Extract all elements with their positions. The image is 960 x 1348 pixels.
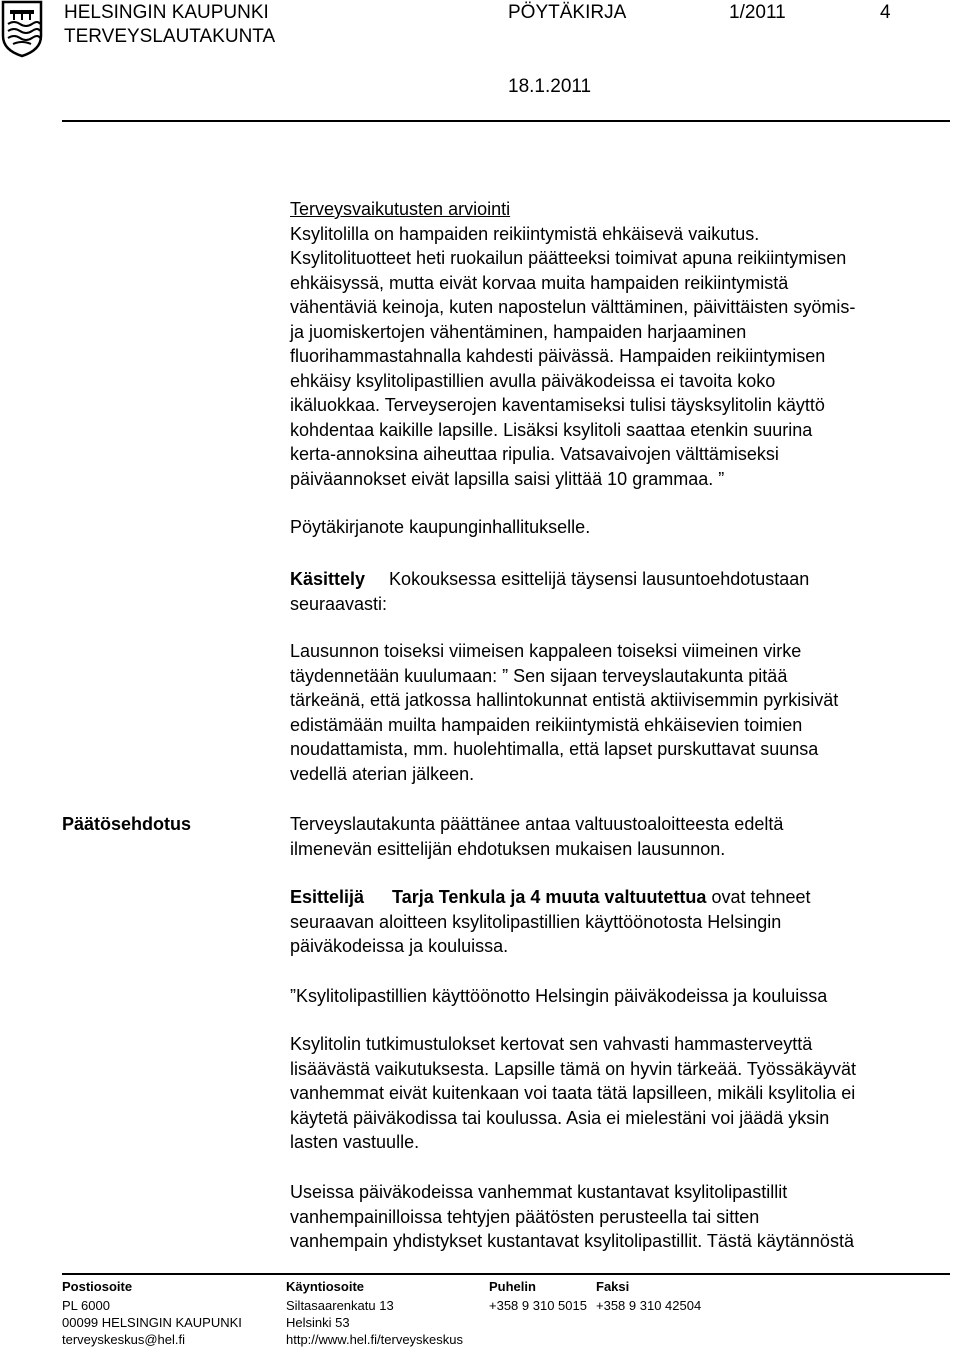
page-number: 4 <box>880 2 891 23</box>
text-line: noudattamista, mm. huolehtimalla, että lapset purskuttavat suunsa <box>290 739 819 759</box>
footer-phone: +358 9 310 5015 <box>489 1298 587 1313</box>
document-date: 18.1.2011 <box>508 76 592 97</box>
footer-phone-heading: Puhelin <box>489 1279 536 1294</box>
decision-section <box>290 812 950 861</box>
header-divider <box>62 120 950 122</box>
text-line: vanhemmat eivät kuitenkaan voi taata tätä lapsilleen, mikäli ksylitolia ei <box>290 1083 856 1103</box>
text-line: Lausunnon toiseksi viimeisen kappaleen toiseksi viimeinen virke <box>290 641 802 661</box>
presenter-label: Esittelijä <box>290 887 365 907</box>
kasittely-label: Käsittely <box>290 569 366 589</box>
health-impact-section <box>290 197 950 491</box>
footer-fax-heading: Faksi <box>596 1279 630 1294</box>
amendment-section <box>290 639 950 786</box>
footer-email: terveyskeskus@hel.fi <box>62 1332 186 1347</box>
kasittely-section <box>290 567 950 616</box>
footer-postal-line: 00099 HELSINGIN KAUPUNKI <box>62 1315 242 1330</box>
kasittely-text: Kokouksessa esittelijä täysensi lausuntoehdotustaan <box>389 569 810 589</box>
text-line: vanhempain yhdistykset kustantavat ksylitolipastillit. Tästä käytännöstä <box>290 1231 854 1251</box>
text-line: Ksylitolin tutkimustulokset kertovat sen vahvasti hammasterveyttä <box>290 1034 813 1054</box>
text-line: kohdentaa kaikille lapsille. Lisäksi ksylitoli saattaa etenkin suurina <box>290 419 813 440</box>
org-department: TERVEYSLAUTAKUNTA <box>64 26 276 47</box>
text-line: Ksylitolituotteet heti ruokailun päätteeksi toimivat apuna reikiintymisen <box>290 248 847 268</box>
text-line: ja juomiskertojen vähentäminen, hampaiden harjaaminen <box>290 321 747 342</box>
text-line: Terveyslautakunta päättänee antaa valtuustoaloitteesta edeltä <box>290 814 784 834</box>
text-line: käytetä päiväkodissa tai koulussa. Asia ei mielestäni voi jäädä yksin <box>290 1107 830 1128</box>
footer-postal-heading: Postiosoite <box>62 1279 133 1294</box>
text-line: päiväkodeissa ja kouluissa. <box>290 936 509 956</box>
decision-label: Päätösehdotus <box>62 814 192 834</box>
text-line: kerta-annoksina aiheuttaa ripulia. Vatsavaivojen välttämiseksi <box>290 444 779 464</box>
text-line: täydennetään kuulumaan: ” Sen sijaan terveyslautakunta pitää <box>290 665 788 686</box>
footer-visit-heading: Käyntiosoite <box>286 1279 365 1294</box>
document-type: PÖYTÄKIRJA <box>508 2 627 23</box>
footer-divider <box>62 1273 950 1275</box>
text-line: edistämään muilta hampaiden reikiintymistä ehkäisevien toimien <box>290 714 803 735</box>
kasittely-text-cont: seuraavasti: <box>290 593 388 614</box>
footer-visit-line: Siltasaarenkatu 13 <box>286 1298 394 1313</box>
footer-postal-line: PL 6000 <box>62 1298 110 1313</box>
text-line: päiväannokset eivät lapsilla saisi ylittää 10 grammaa. ” <box>290 468 725 489</box>
text-line: vedellä aterian jälkeen. <box>290 763 475 784</box>
text-line: ilmenevän esittelijän ehdotuksen mukaisen lausunnon. <box>290 838 726 859</box>
footer-website: http://www.hel.fi/terveyskeskus <box>286 1332 464 1347</box>
footer-visit-line: Helsinki 53 <box>286 1315 350 1330</box>
text-line: ehkäisyssä, mutta eivät korvaa muita hampaiden reikiintymistä <box>290 272 789 293</box>
motion-paragraph-1 <box>290 1032 950 1155</box>
text-line: seuraavan aloitteen ksylitolipastillien käyttöönotosta Helsingin <box>290 911 782 932</box>
document-number: 1/2011 <box>729 2 786 23</box>
minute-note: Pöytäkirjanote kaupunginhallitukselle. <box>290 517 591 537</box>
presenter-names: Tarja Tenkula ja 4 muuta valtuutettua <box>392 887 707 907</box>
text-line: fluorihammastahnalla kahdesti päivässä. Hampaiden reikiintymisen <box>290 346 826 366</box>
text-line: Useissa päiväkodeissa vanhemmat kustantavat ksylitolipastillit <box>290 1182 788 1202</box>
text-line: Ksylitolilla on hampaiden reikiintymistä ehkäisevä vaikutus. <box>290 223 760 244</box>
footer-fax: +358 9 310 42504 <box>596 1298 702 1313</box>
section-title: Terveysvaikutusten arviointi <box>290 199 511 219</box>
org-name: HELSINGIN KAUPUNKI <box>64 2 269 23</box>
text-line: vähentäviä keinoja, kuten napostelun välttäminen, päivittäisten syömis- <box>290 297 856 317</box>
motion-paragraph-2 <box>290 1180 950 1254</box>
presenter-section <box>290 885 950 959</box>
city-logo <box>0 0 44 58</box>
text-line: ikäluokkaa. Terveyserojen kaventamiseksi tulisi täysksylitolin käyttö <box>290 395 825 415</box>
text-line: lasten vastuulle. <box>290 1132 420 1152</box>
text-line: tärkeänä, että jatkossa hallintokunnat entistä aktiivisemmin pyrkisivät <box>290 690 839 710</box>
helsinki-coat-of-arms-icon <box>0 0 44 58</box>
motion-title: ”Ksylitolipastillien käyttöönotto Helsingin päiväkodeissa ja kouluissa <box>290 986 828 1006</box>
text-line: ehkäisy ksylitolipastillien avulla päiväkodeissa ei tavoita koko <box>290 370 776 391</box>
text-line: vanhempainilloissa tehtyjen päätösten perusteella tai sitten <box>290 1206 760 1227</box>
text-line: lisäävästä vaikutuksesta. Lapsille tämä on hyvin tärkeää. Työssäkäyvät <box>290 1058 856 1079</box>
presenter-text: ovat tehneet <box>706 887 811 907</box>
